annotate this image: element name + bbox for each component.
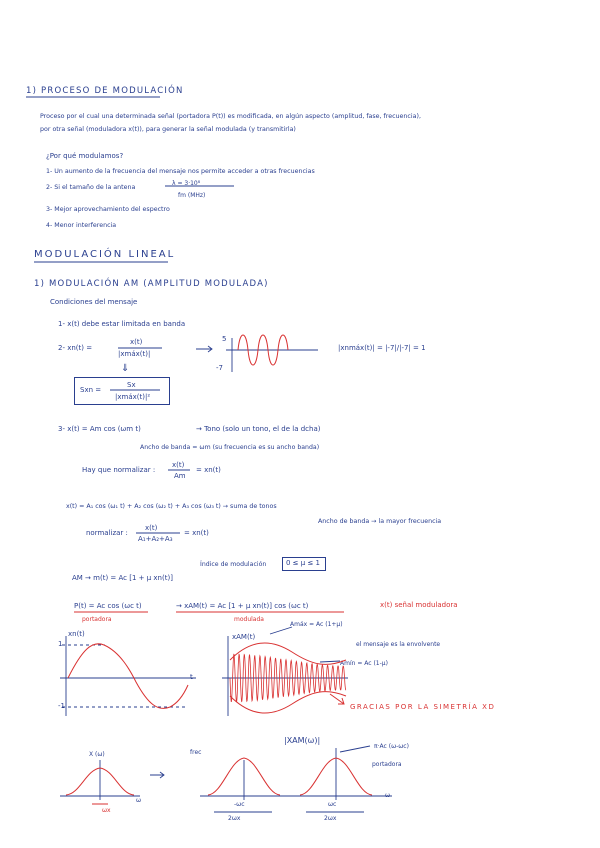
- reason-4: 4- Menor interferencia: [46, 222, 117, 229]
- sum-bandwidth: Ancho de banda → la mayor frecuencia: [318, 518, 442, 525]
- am-modulating-equation: AM → m(t) = Ac [1 + μ xn(t)]: [72, 574, 173, 582]
- envelope-min: Amín = Ac (1-μ): [340, 660, 388, 667]
- spectrum-freq: frec: [190, 749, 202, 756]
- envelope-note: el mensaje es la envolvente: [356, 641, 441, 648]
- modulating-signal-label: x(t) señal moduladora: [380, 601, 458, 609]
- tone-note: → Tono (solo un tono, el de la dcha): [196, 425, 321, 433]
- normalize-num: x(t): [172, 461, 185, 469]
- antenna-formula-den: fm (MHz): [178, 192, 206, 199]
- am-ylabel: xAM(t): [232, 633, 256, 641]
- carrier-equation: P(t) = Ac cos (ωc t): [74, 602, 142, 610]
- bandwidth-note: Ancho de banda = ωm (su frecuencia es su ancho banda): [140, 444, 320, 451]
- baseband-ylabel: X (ω): [89, 751, 105, 758]
- symmetry-note: GRACIAS POR LA SIMETRÍA XD: [350, 703, 496, 711]
- reason-2: 2- Si el tamaño de la antena: [46, 184, 136, 191]
- why-modulate-question: ¿Por qué modulamos?: [46, 152, 124, 160]
- sine-axes: [60, 636, 196, 716]
- condition-2-lhs: 2- xn(t) =: [58, 344, 93, 352]
- modulation-index-label: Índice de modulación: [200, 561, 267, 568]
- am-signal-equation: → xAM(t) = Ac [1 + μ xn(t)] cos (ωc t): [176, 602, 309, 610]
- spectrum-title: |XAM(ω)|: [284, 736, 321, 745]
- baseband-wx: ωx: [102, 807, 111, 814]
- modulation-index-range: 0 ≤ μ ≤ 1: [286, 559, 320, 567]
- baseband-axes: [60, 760, 140, 800]
- power-formula-num: Sx: [127, 381, 136, 389]
- spectrum-carrier: portadora: [372, 761, 402, 768]
- carrier-label: portadora: [82, 616, 112, 623]
- modulated-label: modulada: [234, 616, 264, 623]
- message-conditions: Condiciones del mensaje: [50, 298, 138, 306]
- reason-1: 1- Un aumento de la frecuencia del mensaje nos permite acceder a otras frecuencias: [46, 168, 315, 175]
- am-title: 1) MODULACIÓN AM (AMPLITUD MODULADA): [34, 279, 269, 289]
- normalize2-label: normalizar :: [86, 529, 128, 537]
- definition-line-2: por otra señal (moduladora x(t)), para generar la señal modulada (y transmitirla): [40, 126, 296, 133]
- condition-1: 1- x(t) debe estar limitada en banda: [58, 320, 186, 328]
- sine-minus-one: -1: [58, 702, 65, 710]
- arrow-icon: [196, 346, 212, 352]
- spectrum-w: ω: [385, 792, 391, 799]
- spectrum-pos-wc: ωc: [328, 801, 337, 808]
- envelope-max: Amáx = Ac (1+μ): [290, 621, 343, 628]
- normalized-max: |xnmáx(t)| = |-7|/|-7| = 1: [338, 344, 426, 352]
- down-arrow-icon: ⇓: [121, 363, 130, 374]
- sine-t: t: [190, 673, 193, 681]
- spectrum-neg-wc: -ωc: [234, 801, 245, 808]
- reason-3: 3- Mejor aprovechamiento del espectro: [46, 206, 170, 213]
- condition-2-num: x(t): [130, 338, 143, 346]
- normalize2-num: x(t): [145, 524, 158, 532]
- section-title-linear-modulation: MODULACIÓN LINEAL: [34, 249, 176, 260]
- baseband-w: ω: [136, 797, 142, 804]
- power-formula-den: |xmáx(t)|²: [115, 393, 151, 401]
- message-sine: [68, 644, 188, 709]
- spectrum-delta: π·Ac (ω-ωc): [374, 743, 409, 750]
- sine-ylabel: xn(t): [68, 630, 85, 638]
- spectrum-band-pos: 2ωx: [324, 815, 337, 822]
- normalize-eq: = xn(t): [196, 466, 221, 474]
- normalize2-eq: = xn(t): [184, 529, 209, 537]
- arrow-icon: [150, 772, 164, 778]
- normalize2-den: A₁+A₂+A₃: [138, 535, 173, 543]
- sine-one: 1: [58, 640, 63, 648]
- condition-3: 3- x(t) = Am cos (ωm t): [58, 425, 141, 433]
- normalize-label: Hay que normalizar :: [82, 466, 156, 474]
- section-title-modulation-process: 1) PROCESO DE MODULACIÓN: [26, 86, 184, 96]
- sum-of-tones: x(t) = A₁ cos (ω₁ t) + A₂ cos (ω₂ t) + A₃ cos (ω₃ t) → suma de tonos: [66, 503, 277, 510]
- square-wave-top: 5: [222, 335, 227, 343]
- square-wave-bottom: -7: [216, 364, 223, 372]
- spectrum-band-neg: 2ωx: [228, 815, 241, 822]
- power-formula-lhs: Sxn =: [80, 386, 102, 394]
- antenna-formula-num: λ = 3·10⁸: [172, 180, 201, 187]
- definition-line-1: Proceso por el cual una determinada señal (portadora P(t)) es modificada, en algún aspecto (amplitud, fase, frecuencia),: [40, 113, 421, 120]
- condition-2-den: |xmáx(t)|: [118, 350, 151, 358]
- normalize-den: Am: [174, 472, 186, 480]
